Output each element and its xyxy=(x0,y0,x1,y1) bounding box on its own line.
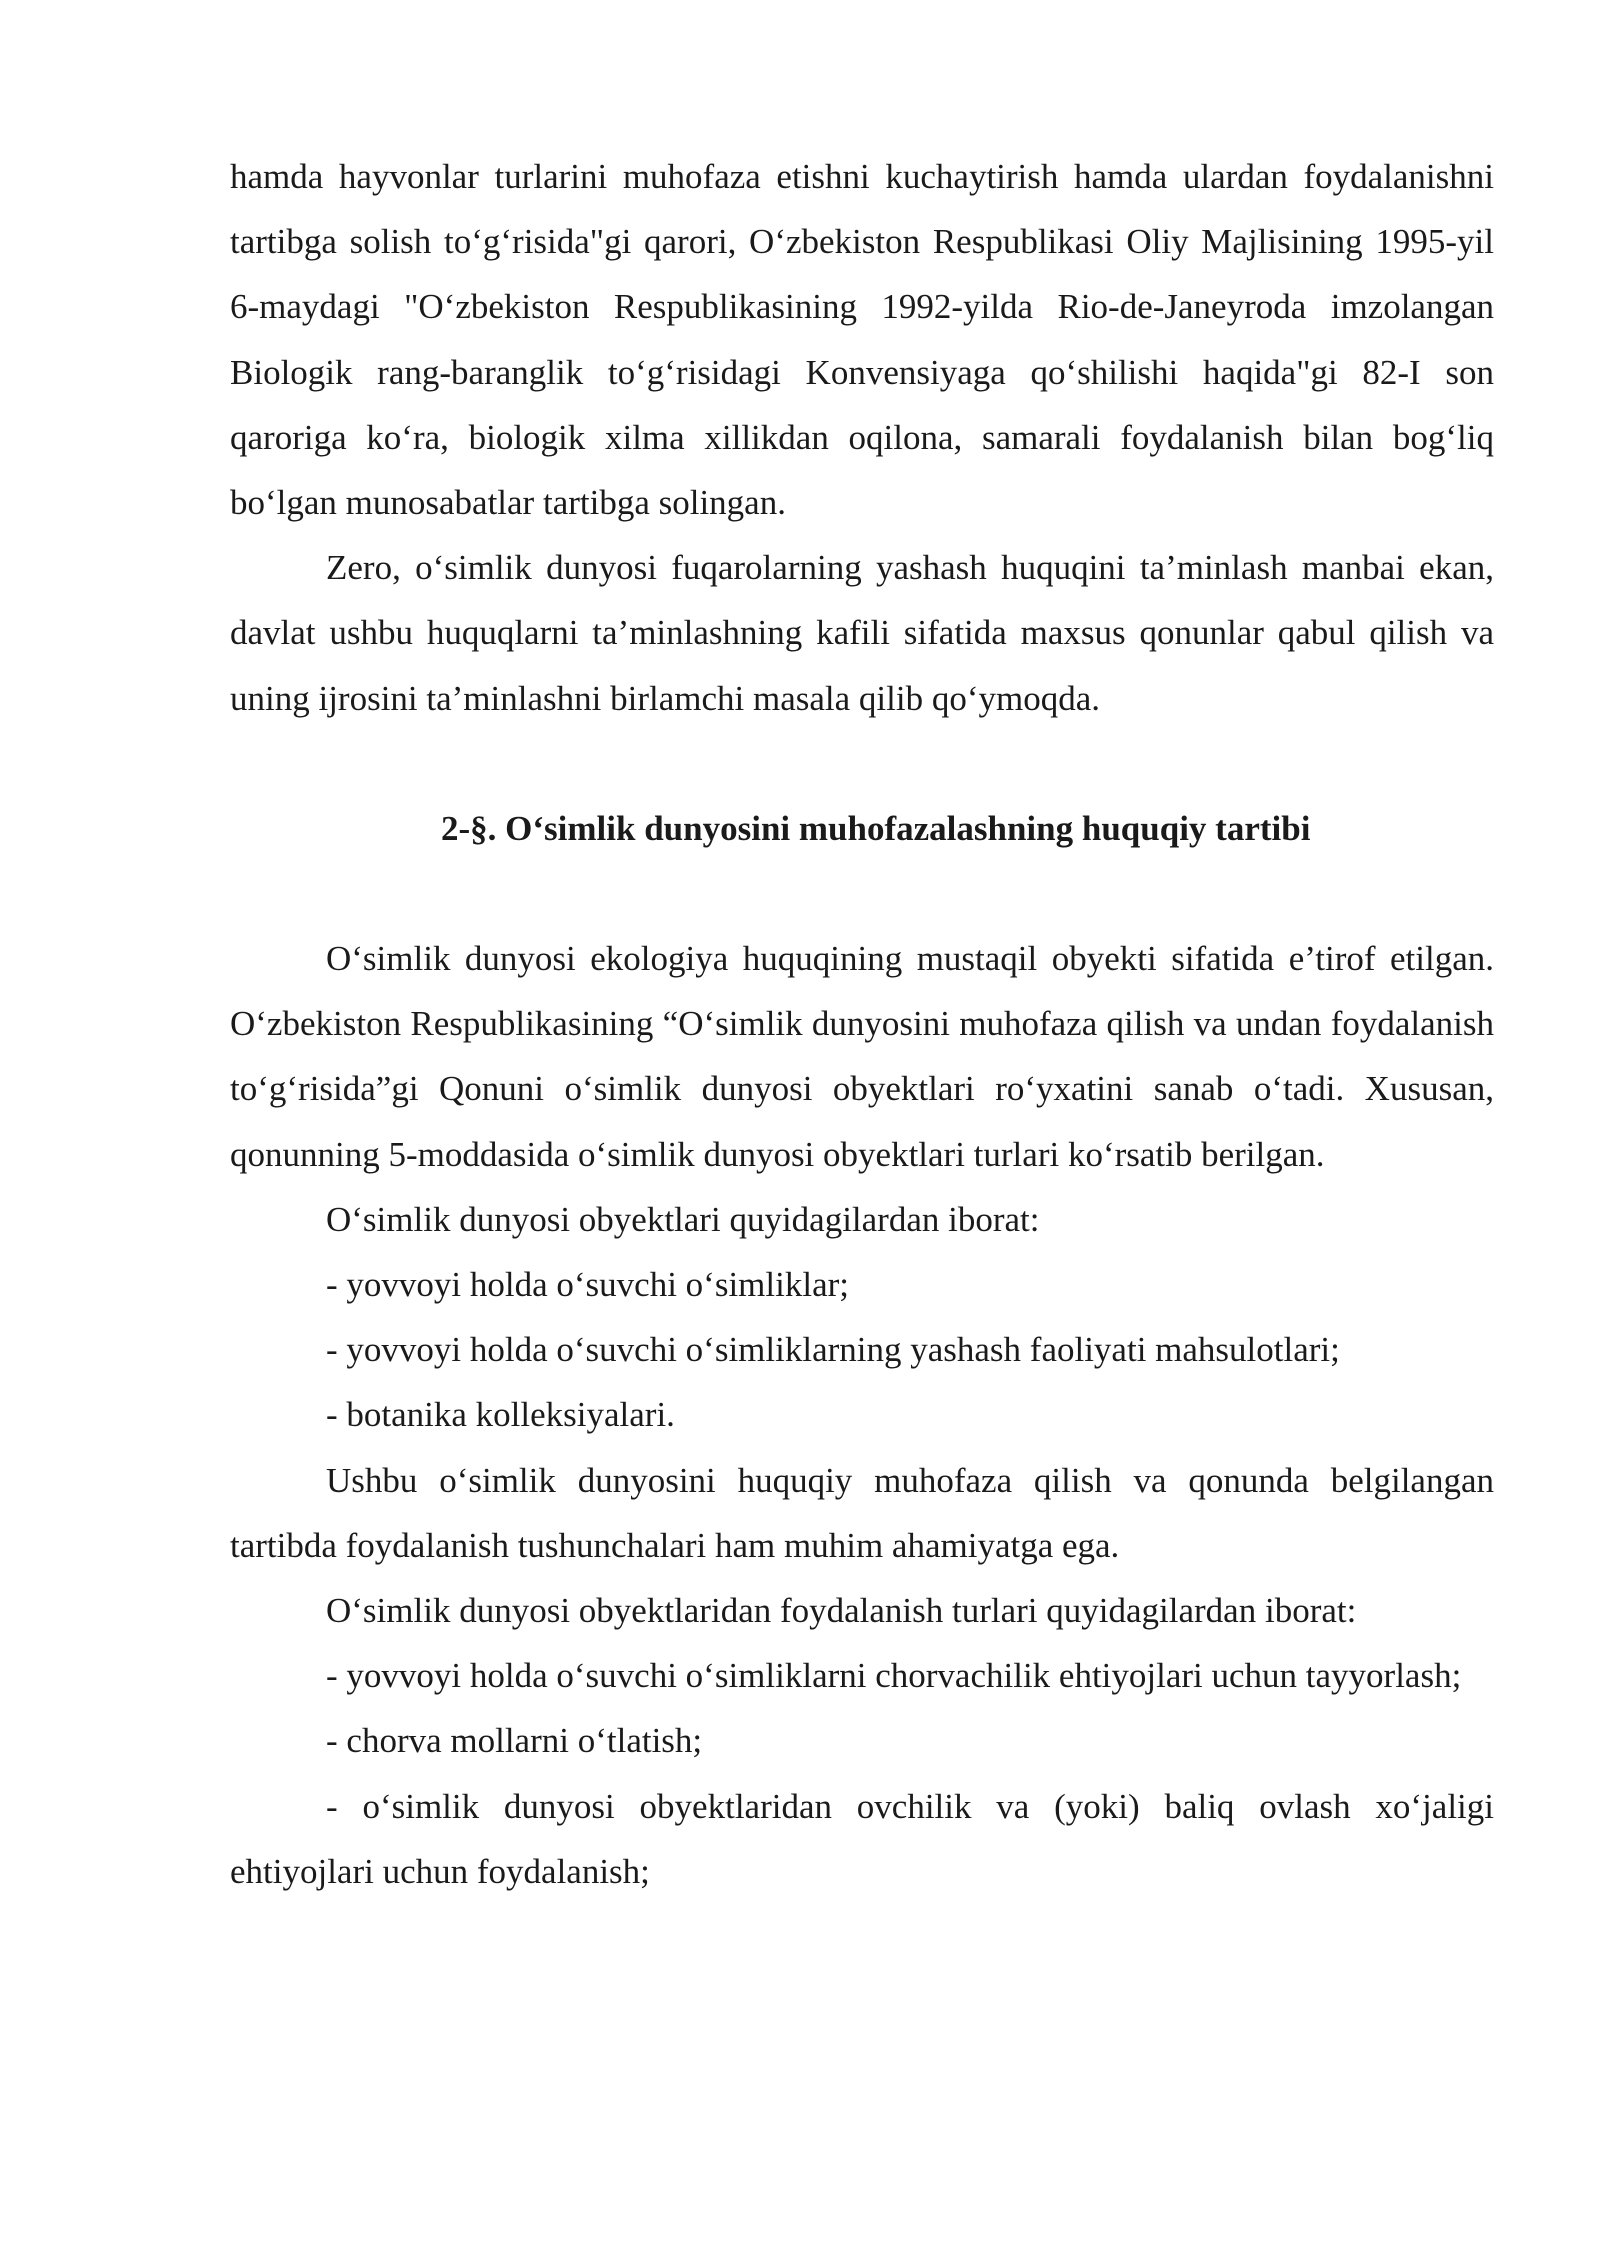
list-item: - yovvoyi holda o‘suvchi o‘simliklar; xyxy=(326,1265,849,1305)
list-item: - yovvoyi holda o‘suvchi o‘simliklarning yashash faoliyati mahsulotlari; xyxy=(326,1330,1340,1370)
list-item: - yovvoyi holda o‘suvchi o‘simliklarni chorvachilik ehtiyojlari uchun tayyorlash; xyxy=(326,1656,1462,1696)
section-heading: 2-§. O‘simlik dunyosini muhofazalashning huquqiy tartibi xyxy=(441,808,1311,848)
spacer xyxy=(230,861,1494,926)
list-item: - botanika kolleksiyalari. xyxy=(326,1395,675,1435)
document-body xyxy=(230,144,1494,1904)
list-item: - chorva mollarni o‘tlatish; xyxy=(326,1721,703,1761)
paragraph: O‘simlik dunyosi obyektlaridan foydalanish turlari quyidagilardan iborat: xyxy=(326,1591,1357,1631)
paragraph: O‘simlik dunyosi obyektlari quyidagilardan iborat: xyxy=(326,1199,1040,1239)
list-item: - o‘simlik dunyosi obyektlaridan ovchilik va (yoki) baliq ovlash xo‘jaligi ehtiyojlari uchun foydalanish; xyxy=(230,1786,1494,1891)
paragraph: Zero, o‘simlik dunyosi fuqarolarning yashash huquqini ta’minlash manbai ekan, davlat ushbu huquqlarni ta’minlashning kafili sifatida maxsus qonunlar qabul qilish va uning ijrosini ta’minlashni birlamchi masala qilib qo‘ymoqda. xyxy=(230,548,1494,718)
paragraph: Ushbu o‘simlik dunyosini huquqiy muhofaza qilish va qonunda belgilangan tartibda foydalanish tushunchalari ham muhim ahamiyatga ega. xyxy=(230,1460,1494,1565)
paragraph: O‘simlik dunyosi ekologiya huquqining mustaqil obyekti sifatida e’tirof etilgan. O‘zbekiston Respublikasining “O‘simlik dunyosini muhofaza qilish va undan foydalanish to‘g‘risida”gi Qonuni o‘simlik dunyosi obyektlari ro‘yxatini sanab o‘tadi. Xususan, qonunning 5-moddasida o‘simlik dunyosi obyektlari turlari ko‘rsatib berilgan. xyxy=(230,939,1494,1174)
paragraph: hamda hayvonlar turlarini muhofaza etishni kuchaytirish hamda ulardan foydalanishni tartibga solish to‘g‘risida"gi qarori, O‘zbekiston Respublikasi Oliy Majlisining 1995-yil 6-maydagi "O‘zbekiston Respublikasining 1992-yilda Rio-de-Janeyroda imzolangan Biologik rang-baranglik to‘g‘risidagi Konvensiyaga qo‘shilishi haqida"gi 82-I son qaroriga ko‘ra, biologik xilma xillikdan oqilona, samarali foydalanish bilan bog‘liq bo‘lgan munosabatlar tartibga solingan. xyxy=(230,157,1494,523)
spacer xyxy=(230,731,1494,796)
